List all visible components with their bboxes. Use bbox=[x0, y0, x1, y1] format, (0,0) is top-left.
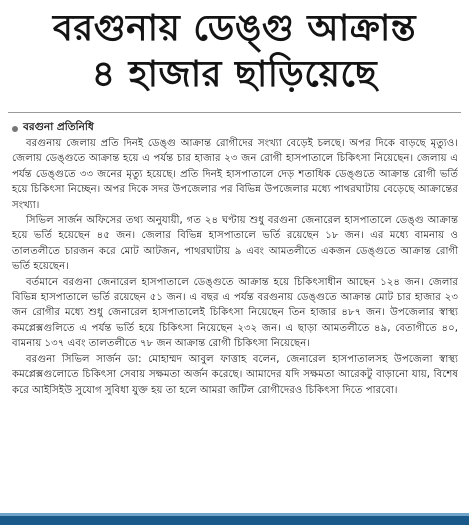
article-body bbox=[12, 136, 458, 398]
bottom-color-band bbox=[0, 513, 469, 525]
byline bbox=[12, 120, 94, 137]
bullet-icon bbox=[12, 126, 18, 132]
paragraph-3: বর্তমানে বরগুনা জেনারেল হাসপাতালে ডেঙ্গুতে আক্রান্ত হয়ে চিকিৎসাধীন আছেন ১২৪ জন। জেলার বিভিন্ন হাসপাতালে ভর্তি রয়েছেন ৫১ জন। এ বছর এ পর্যন্ত বরগুনায় ডেঙ্গুতে আক্রান্ত মোট চার হাজার ২৩ জন রোগীর মধ্যে শুধু জেনারেল হাসপাতালেই চিকিৎসা নিয়েছেন তিন হাজার ৪৮৭ জন। উপজেলার স্বাস্থ্য কমপ্লেক্সগুলিতে এ পর্যন্ত ভর্তি হয়ে চিকিৎসা নিয়েছেন ২৩২ জন। এ ছাড়া আমতলীতে ৪৯, বেতাগীতে ৪০, বামনায় ১৩৭ এবং তালতলীতে ৭৮ জন আক্রান্ত রোগী চিকিৎসা নিয়েছেন। bbox=[12, 276, 458, 350]
paragraph-1: বরগুনায় জেলায় প্রতি দিনই ডেঙ্গু আক্রান্ত রোগীদের সংখ্যা বেড়েই চলছে। অপর দিকে বাড়ছে মৃত্যুও। জেলায় ডেঙ্গুতে আক্রান্ত হয়ে এ পর্যন্ত চার হাজার ২৩ জন রোগী হাসপাতালে চিকিৎসা নিয়েছেন। জেলায় এ পর্যন্ত ডেঙ্গুতে ৩৩ জনের মৃত্যু হয়েছে। প্রতি দিনই হাসপাতালে দেড় শতাধিক ডেঙ্গুতে আক্রান্ত রোগী ভর্তি হয়ে চিকিৎসা নিচ্ছেন। অপর দিকে সদর উপজেলার পর বিভিন্ন উপজেলার মধ্যে পাথরঘাটায় বেড়েছে আক্রান্তের সংখ্যা। bbox=[12, 138, 458, 211]
headline-line-2: ৪ হাজার ছাড়িয়েছে bbox=[91, 54, 378, 95]
headline-line-1: বরগুনায় ডেঙ্গু আক্রান্ত bbox=[52, 8, 417, 49]
bottom-band-highlight bbox=[0, 513, 469, 516]
byline-text: বরগুনা প্রতিনিধি bbox=[23, 121, 94, 133]
headline bbox=[0, 6, 469, 98]
paragraph-2: সিভিল সার্জন অফিসের তথ্য অনুযায়ী, গত ২৪ ঘণ্টায় শুধু বরগুনা জেনারেল হাসপাতালে ডেঙ্গু আক্রান্ত হয়ে ভর্তি হয়েছেন ৪৫ জন। জেলার বিভিন্ন হাসপাতালে ভর্তি রয়েছেন ১৮ জন। এর মধ্যে বামনায় ও তালতলীতে চারজন করে মোট আটজন, পাথরঘাটায় ৯ এবং আমতলীতে একজন ডেঙ্গুতে আক্রান্ত রোগী ভর্তি হয়েছেন। bbox=[12, 215, 458, 273]
paragraph-4: বরগুনা সিভিল সার্জন ডা: মোহাম্মদ আবুল ফাত্তাহ বলেন, জেনারেল হাসপাতালসহ উপজেলা স্বাস্থ্য কমপ্লেক্সগুলোতে চিকিৎসা সেবায় সক্ষমতা অর্জন করেছে। আমাদের যদি সক্ষমতা আরেকটু বাড়ানো যায়, বিশেষ করে আইসিইউ সুযোগ সুবিধা যুক্ত হয় তা হলে আমরা জটিল রোগীদেরও চিকিৎসা দিতে পারবো। bbox=[12, 353, 458, 396]
headline-divider bbox=[8, 112, 461, 113]
